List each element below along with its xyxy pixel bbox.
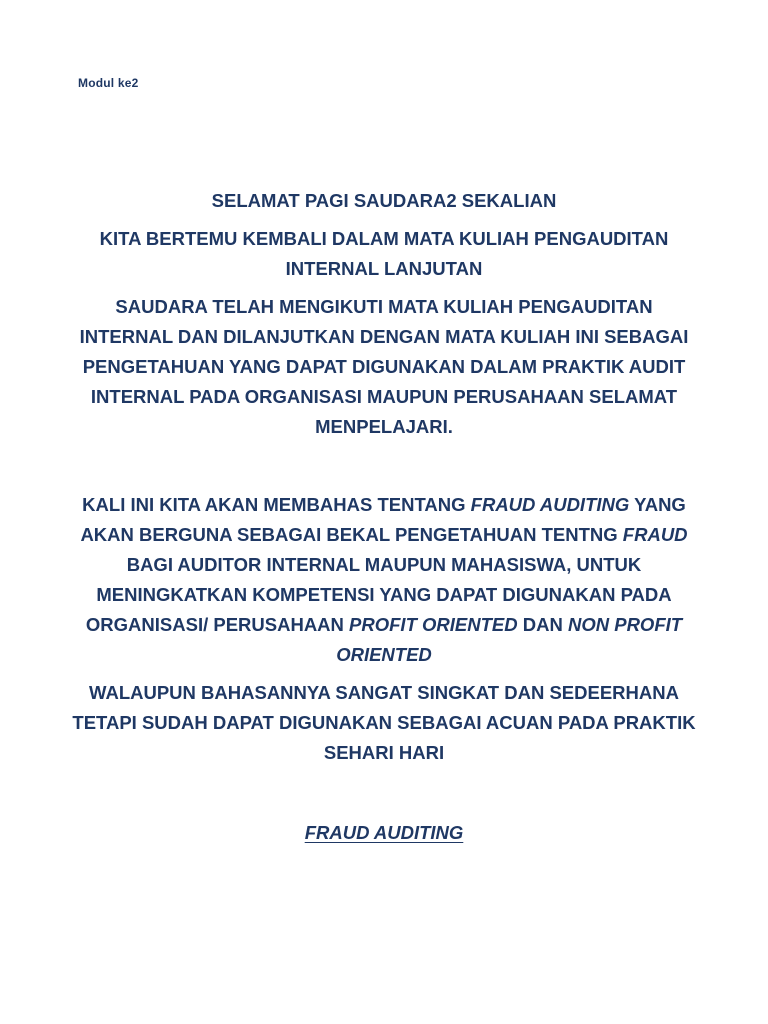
topic-text-3: BAGI AUDITOR INTERNAL MAUPUN MAHASISWA, UNTUK MENINGKATKAN KOMPETENSI YANG DAPAT DIGUNAKAN PADA ORGANISASI/ PERUSAHAAN xyxy=(85,554,672,635)
context-paragraph: SAUDARA TELAH MENGIKUTI MATA KULIAH PENGAUDITAN INTERNAL DAN DILANJUTKAN DENGAN MATA KULIAH INI SEBAGAI PENGETAHUAN YANG DAPAT DIGUNAKAN DALAM PRAKTIK AUDIT INTERNAL PADA ORGANISASI MAUPUN PERUSAHAAN SELAMAT MENPELAJARI. xyxy=(79,296,689,437)
note-paragraph: WALAUPUN BAHASANNYA SANGAT SINGKAT DAN SEDEERHANA TETAPI SUDAH DAPAT DIGUNAKAN SEBAGAI ACUAN PADA PRAKTIK SEHARI HARI xyxy=(72,682,696,763)
intro-paragraph: KITA BERTEMU KEMBALI DALAM MATA KULIAH PENGAUDITAN INTERNAL LANJUTAN xyxy=(99,228,669,279)
term-profit-oriented: PROFIT ORIENTED xyxy=(349,614,518,635)
greeting-paragraph: SELAMAT PAGI SAUDARA2 SEKALIAN xyxy=(211,190,557,211)
module-label: Modul ke2 xyxy=(78,76,139,90)
section-heading: FRAUD AUDITING xyxy=(304,822,464,843)
term-fraud-auditing: FRAUD AUDITING xyxy=(470,494,630,515)
topic-text-1: KALI INI KITA AKAN MEMBAHAS TENTANG xyxy=(82,494,471,515)
term-fraud: FRAUD xyxy=(622,524,688,545)
document-body xyxy=(70,186,698,856)
topic-text-4: DAN xyxy=(517,614,568,635)
topic-paragraph xyxy=(70,490,698,670)
term-non-profit-oriented: NON PROFIT ORIENTED xyxy=(336,614,683,665)
topic-text-2: YANG AKAN BERGUNA SEBAGAI BEKAL PENGETAHUAN TENTNG xyxy=(80,494,686,545)
